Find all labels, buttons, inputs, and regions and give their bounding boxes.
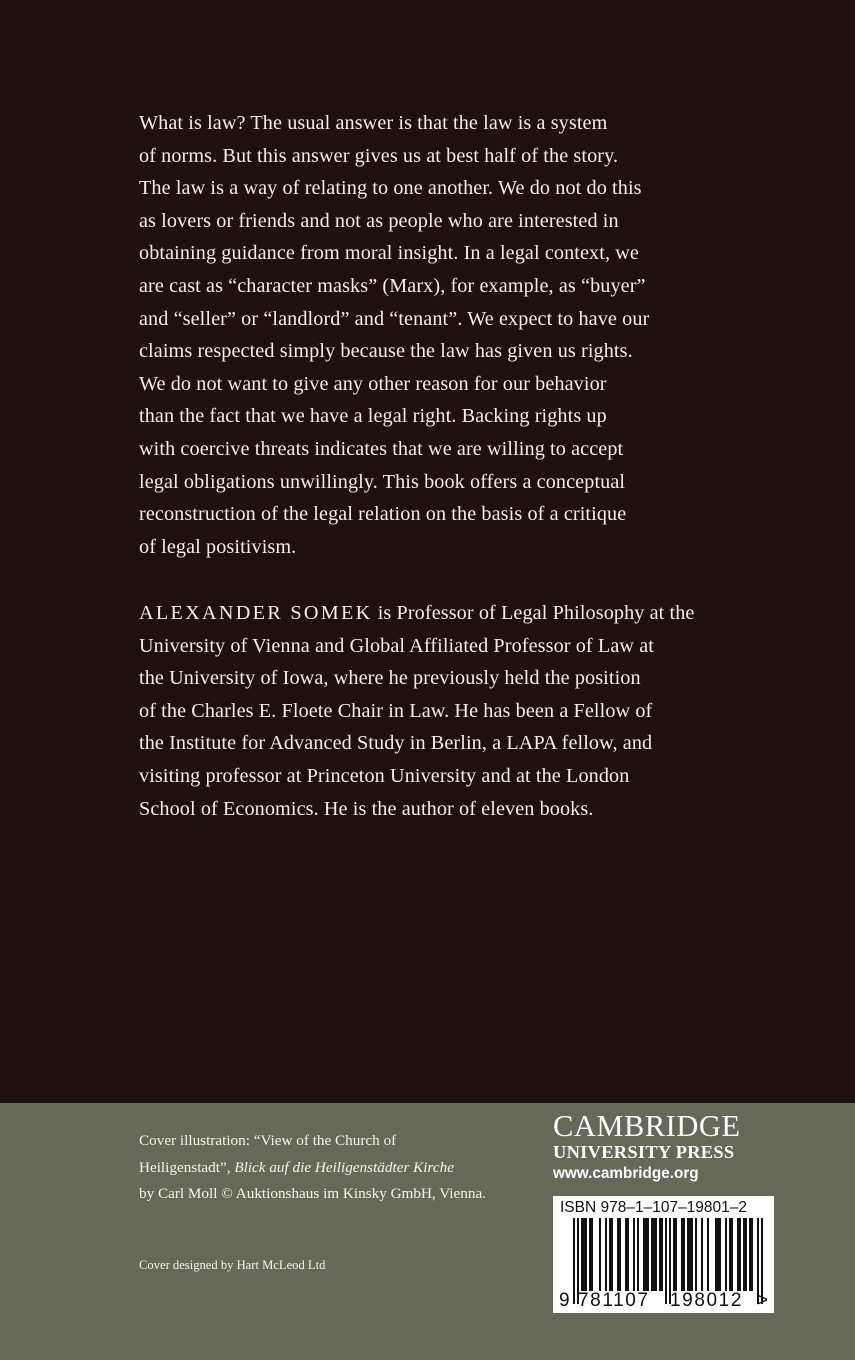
barcode-bar — [611, 1218, 613, 1291]
barcode-bar — [751, 1218, 753, 1291]
author-bio — [139, 597, 739, 825]
credit-line-3: by Carl Moll © Auktionshaus im Kinsky GmbH, Vienna. — [139, 1185, 486, 1202]
barcode-bar — [661, 1218, 663, 1291]
barcode-bar — [743, 1218, 745, 1291]
author-name: ALEXANDER SOMEK — [139, 602, 373, 624]
barcode-bar — [681, 1218, 683, 1291]
publisher-logo — [553, 1109, 778, 1184]
barcode-digits-right: 198012 — [670, 1290, 744, 1311]
barcode-bar — [625, 1218, 627, 1291]
isbn-barcode — [553, 1196, 774, 1313]
barcode-bar — [719, 1218, 721, 1291]
barcode-bar — [627, 1218, 629, 1291]
barcode-bar — [633, 1218, 635, 1291]
barcode-bar — [701, 1218, 703, 1291]
barcode-bar — [731, 1218, 733, 1291]
barcode-bar — [645, 1218, 647, 1291]
barcode-bar — [695, 1218, 697, 1291]
barcode-bar — [651, 1218, 653, 1291]
barcode-bar — [599, 1218, 601, 1291]
barcode-bar — [673, 1218, 675, 1291]
barcode-bar — [715, 1218, 717, 1291]
barcode-guard-bar — [573, 1218, 575, 1304]
publisher-name: CAMBRIDGE — [553, 1109, 741, 1143]
barcode-bar — [605, 1218, 607, 1291]
isbn-label: ISBN 978–1–107–19801–2 — [560, 1199, 748, 1216]
barcode-bar — [707, 1218, 709, 1291]
barcode-bar — [687, 1218, 689, 1291]
publisher-url: www.cambridge.org — [553, 1165, 699, 1182]
book-blurb: What is law? The usual answer is that the law is a system of norms. But this answer gives us at best half of the story. The law is a way of relating to one another. We do not do this as lovers or friends and not as people who are interested in obtaining guidance from moral insight. In a legal context, we are cast as “character masks” (Marx), for example, as “buyer” and “seller” or “landlord” and “tenant”. We expect to have our claims respected simply because the law has given us rights. We do not want to give any other reason for our behavior than the fact that we have a legal right. Backing rights up with coercive threats indicates that we are willing to accept legal obligations unwillingly. This book offers a conceptual reconstruction of the legal relation on the basis of a critique of legal positivism. — [139, 112, 650, 558]
barcode-digit-first: 9 — [559, 1290, 570, 1311]
barcode-bar — [619, 1218, 621, 1291]
barcode-bar — [655, 1218, 657, 1291]
barcode-bar — [585, 1218, 587, 1291]
barcode-bar — [609, 1218, 611, 1291]
barcode-bar — [691, 1218, 693, 1291]
barcode-bar — [647, 1218, 649, 1291]
credit-line-2-italic: Blick auf die Heiligenstädter Kirche — [234, 1158, 454, 1176]
barcode-arrow: > — [757, 1290, 769, 1311]
barcode-bar — [683, 1218, 685, 1291]
barcode-digits-left: 781107 — [578, 1290, 650, 1311]
barcode-bar — [591, 1218, 593, 1291]
credit-line-1: Cover illustration: “View of the Church of — [139, 1132, 397, 1149]
cover-illustration-credit — [139, 1128, 539, 1208]
barcode-bar — [675, 1218, 677, 1291]
barcode-bar — [637, 1218, 639, 1291]
barcode-guard-bar — [665, 1218, 667, 1304]
barcode-bar — [745, 1218, 747, 1291]
publisher-subtitle: UNIVERSITY PRESS — [553, 1142, 735, 1162]
barcode-bar — [749, 1218, 751, 1291]
author-bio-text: is Professor of Legal Philosophy at the University of Vienna and Global Affiliated Professor of Law at the University of Iowa, where he previously held the position of the Charles E. Floete Chair in Law. He has been a Fellow of the Institute for Advanced Study in Berlin, a LAPA fellow, and visiting professor at Princeton University and at the London School of Economics. He is the author of eleven books. — [139, 602, 695, 820]
barcode-bar — [725, 1218, 727, 1291]
barcode-bar — [717, 1218, 719, 1291]
barcode-bar — [583, 1218, 585, 1291]
barcode-bar — [589, 1218, 591, 1291]
barcode-bar — [643, 1218, 645, 1291]
barcode-bar — [739, 1218, 741, 1291]
barcode-bar — [729, 1218, 731, 1291]
barcode-bar — [581, 1218, 583, 1291]
barcode-bar — [617, 1218, 619, 1291]
barcode-bar — [737, 1218, 739, 1291]
credit-line-2: Heiligenstadt”, — [139, 1158, 235, 1176]
barcode-bar — [653, 1218, 655, 1291]
barcode-bar — [689, 1218, 691, 1291]
cover-designer-credit: Cover designed by Hart McLeod Ltd — [139, 1258, 326, 1272]
barcode-bar — [659, 1218, 661, 1291]
